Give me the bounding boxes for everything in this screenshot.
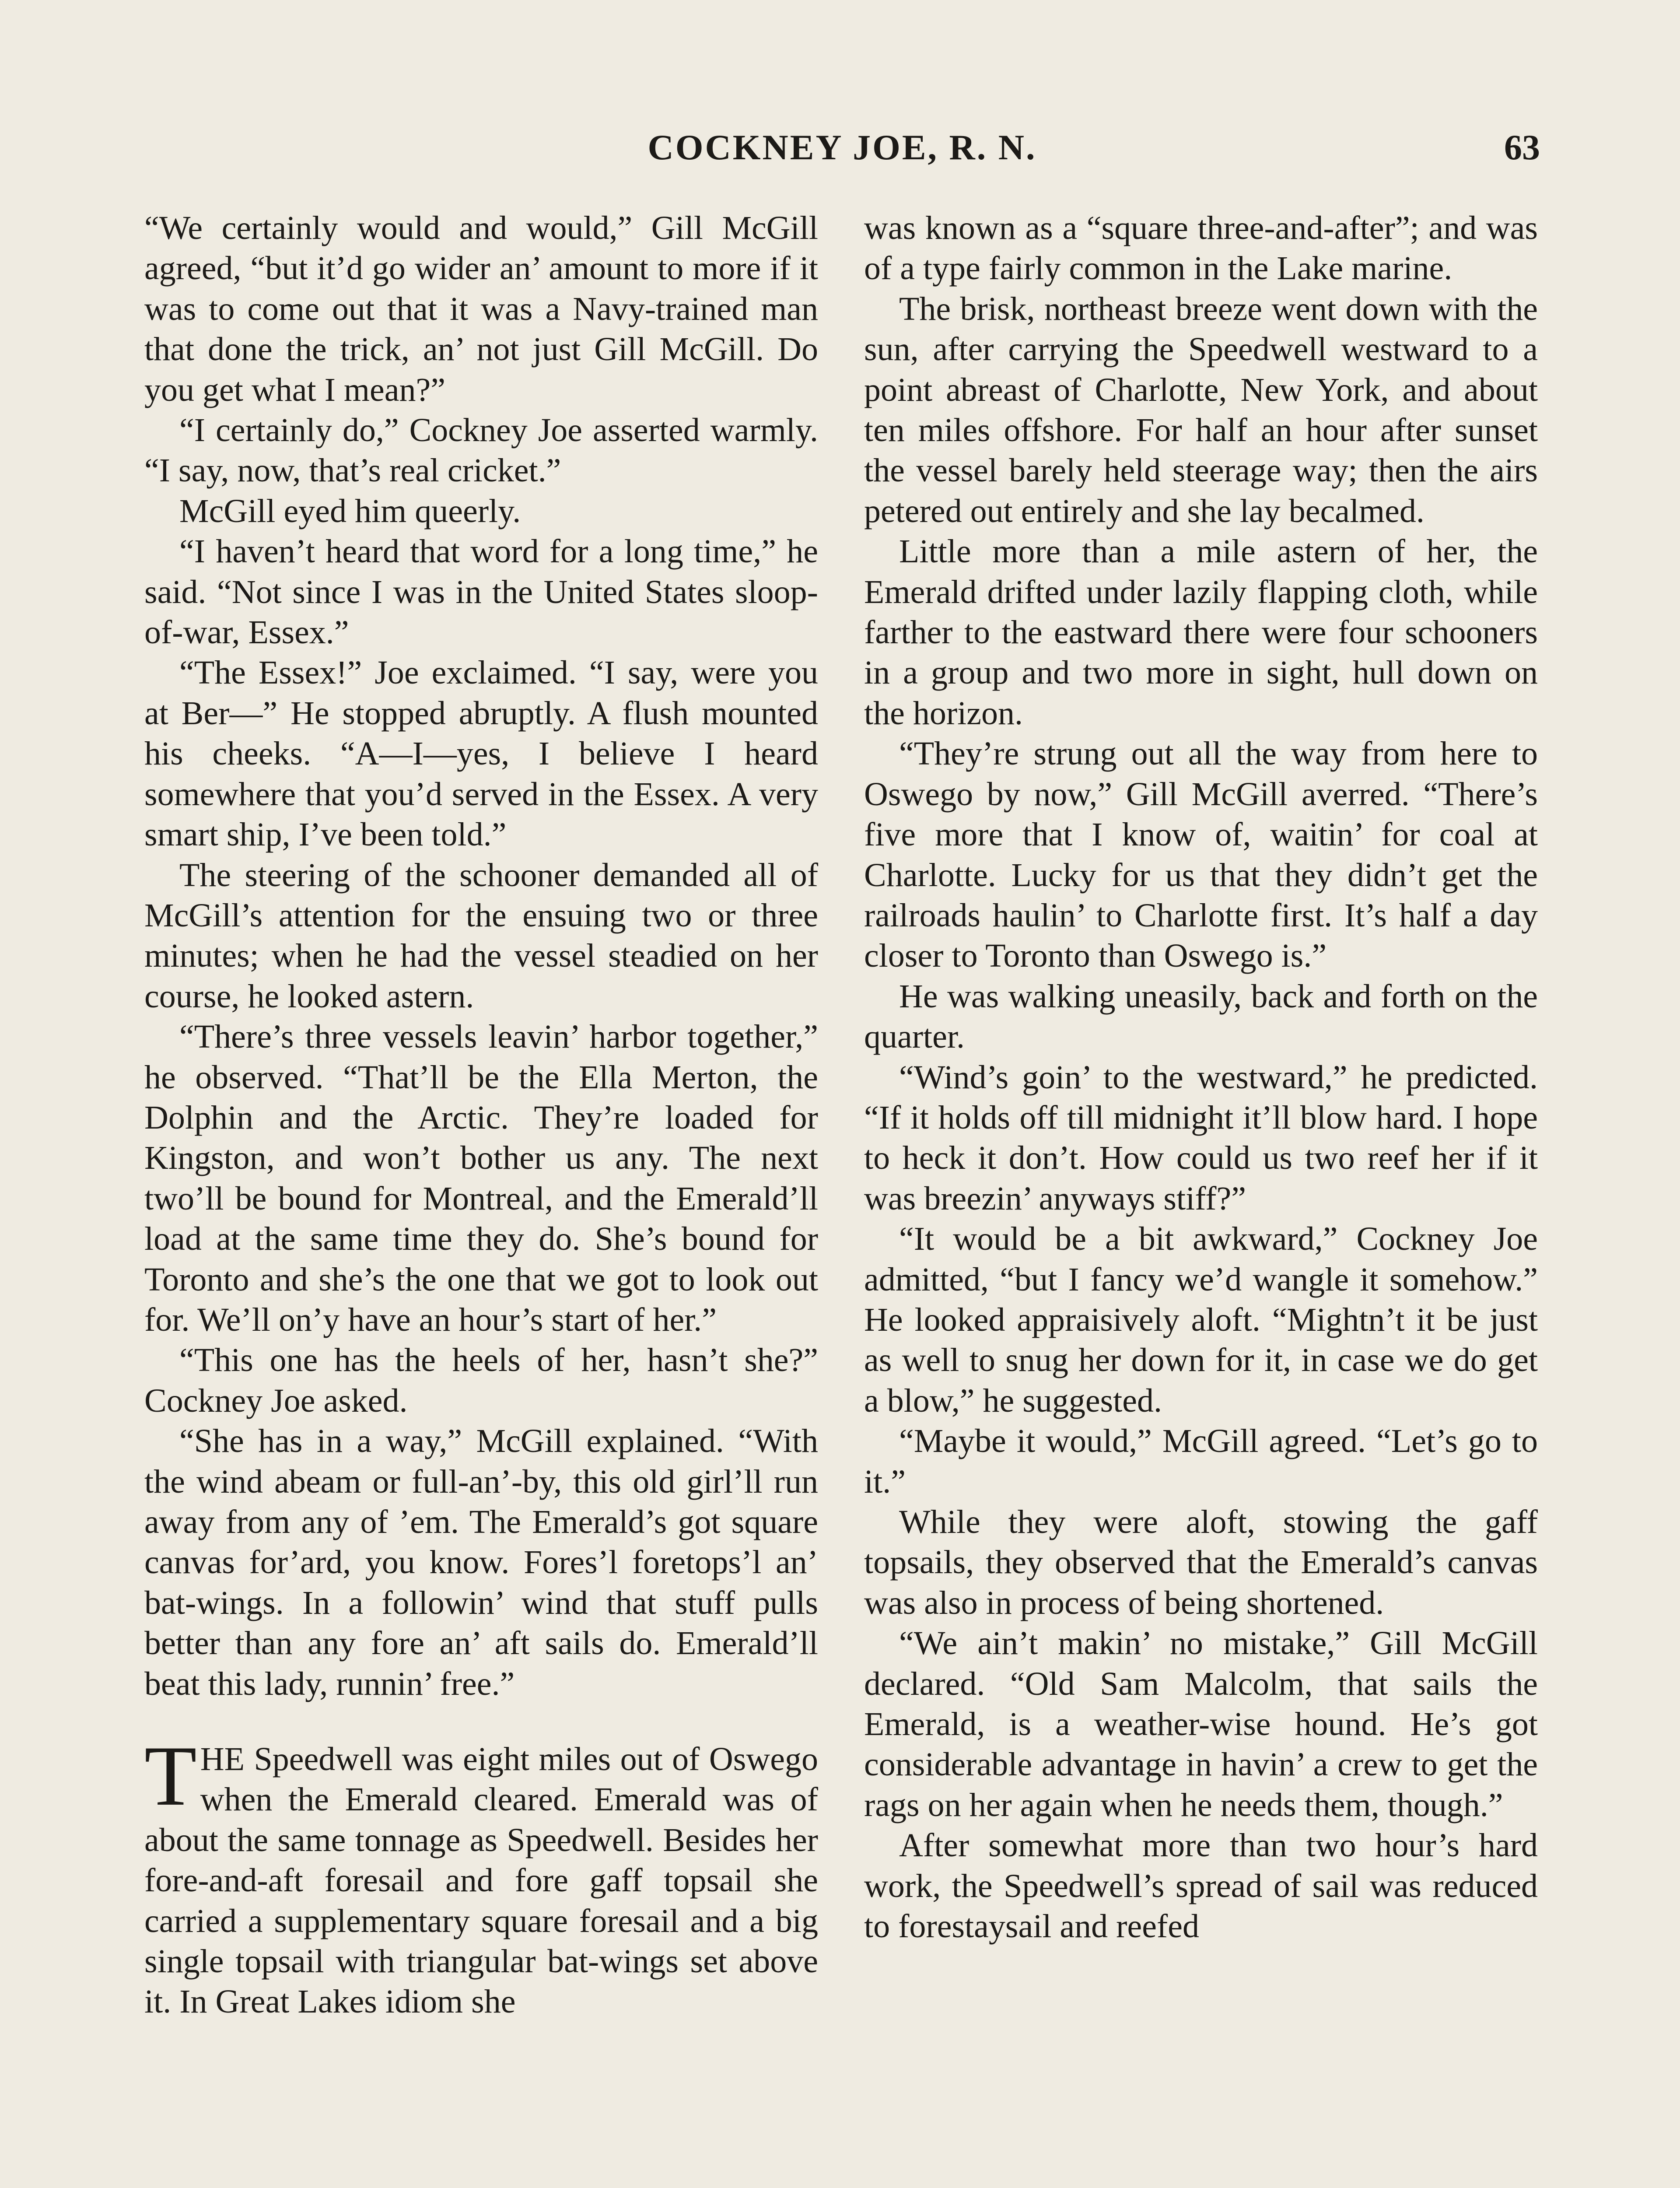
paragraph: The brisk, northeast breeze went down with the sun, after carrying the Speedwell westward to a point abreast of Charlotte, New York, and about ten miles offshore. For half an hour after sunset the vessel barely held steerage way; then the airs petered out entirely and she lay becalmed. xyxy=(864,290,1538,529)
page-header xyxy=(144,127,1540,179)
paragraph: After somewhat more than two hour’s hard work, the Speedwell’s spread of sail was reduced to forestaysail and reefed xyxy=(864,1827,1538,1945)
paragraph: He was walking uneasily, back and forth on the quarter. xyxy=(864,978,1538,1055)
paragraph: “There’s three vessels leavin’ harbor together,” he observed. “That’ll be the Ella Merton, the Dolphin and the Arctic. They’re loaded for Kingston, and won’t bother us any. The next two’ll be bound for Montreal, and the Emerald’ll load at the same time they do. She’s bound for Toronto and she’s the one that we got to look out for. We’ll on’y have an hour’s start of her.” xyxy=(144,1018,818,1338)
drop-cap: T xyxy=(144,1729,197,1824)
paragraph: “We ain’t makin’ no mistake,” Gill McGill declared. “Old Sam Malcolm, that sails the Emerald, is a weather-wise hound. He’s got considerable advantage in havin’ a crew to get the rags on her again when he needs them, though.” xyxy=(864,1625,1538,1823)
paragraph: McGill eyed him queerly. xyxy=(179,492,521,529)
paragraph: “The Essex!” Joe exclaimed. “I say, were you at Ber—” He stopped abruptly. A flush mounted his cheeks. “A—I—yes, I believe I heard somewhere that you’d served in the Essex. A very smart ship, I’ve been told.” xyxy=(144,654,818,853)
paragraph: “They’re strung out all the way from here to Oswego by now,” Gill McGill averred. “There’s five more that I know of, waitin’ for coal at Charlotte. Lucky for us that they didn’t get the railroads haulin’ to Charlotte first. It’s half a day closer to Toronto than Oswego is.” xyxy=(864,735,1538,975)
right-column xyxy=(864,208,1538,2188)
continued-paragraph: was known as a “square three-and-after”; and was of a type fairly common in the Lake marine. xyxy=(864,210,1538,287)
paragraph: “This one has the heels of her, hasn’t she?” Cockney Joe asked. xyxy=(144,1342,818,1419)
paragraph: “Wind’s goin’ to the westward,” he predicted. “If it holds off till midnight it’ll blow hard. I hope to heck it don’t. How could us two reef her if it was breezin’ anyways stiff?” xyxy=(864,1059,1538,1217)
paragraph: “I certainly do,” Cockney Joe asserted warmly. “I say, now, that’s real cricket.” xyxy=(144,412,818,489)
running-title: COCKNEY JOE, R. N. xyxy=(648,127,1037,167)
paragraph: “Maybe it would,” McGill agreed. “Let’s go to it.” xyxy=(864,1423,1538,1500)
left-column xyxy=(144,208,818,2188)
page-number: 63 xyxy=(1504,127,1540,167)
paragraph: The steering of the schooner demanded all of McGill’s attention for the ensuing two or three minutes; when he had the vessel steadied on her course, he looked astern. xyxy=(144,856,818,1015)
paragraph: “We certainly would and would,” Gill McGill agreed, “but it’d go wider an’ amount to more if it was to come out that it was a Navy-trained man that done the trick, an’ not just Gill McGill. Do you get what I mean?” xyxy=(144,210,818,408)
lead-in: HE xyxy=(200,1741,245,1778)
paragraph: “She has in a way,” McGill explained. “With the wind abeam or full-an’-by, this old girl’ll run away from any of ’em. The Emerald’s got square canvas for’ard, you know. Fores’l foretops’l an’ bat-wings. In a followin’ wind that stuff pulls better than any fore an’ aft sails do. Emerald’ll beat this lady, runnin’ free.” xyxy=(144,1423,818,1702)
section-text: Speedwell was eight miles out of Oswego when the Emerald cleared. Emerald was of about the same tonnage as Speedwell. Besides her fore-and-aft foresail and fore gaff topsail she carried a supplementary square foresail and a big single topsail with triangular bat-wings set above it. In Great Lakes idiom she xyxy=(144,1741,818,2020)
paragraph: While they were aloft, stowing the gaff topsails, they observed that the Emerald’s canvas was also in process of being shortened. xyxy=(864,1504,1538,1621)
paragraph: “It would be a bit awkward,” Cockney Joe admitted, “but I fancy we’d wangle it somehow.” He looked appraisively aloft. “Mightn’t it be just as well to snug her down for it, in case we do get a blow,” he suggested. xyxy=(864,1220,1538,1419)
section-opening-paragraph xyxy=(144,1729,818,2022)
paragraph: “I haven’t heard that word for a long time,” he said. “Not since I was in the United States sloop-of-war, Essex.” xyxy=(144,533,818,651)
paragraph: Little more than a mile astern of her, the Emerald drifted under lazily flapping cloth, while farther to the eastward there were four schooners in a group and two more in sight, hull down on the horizon. xyxy=(864,533,1538,732)
